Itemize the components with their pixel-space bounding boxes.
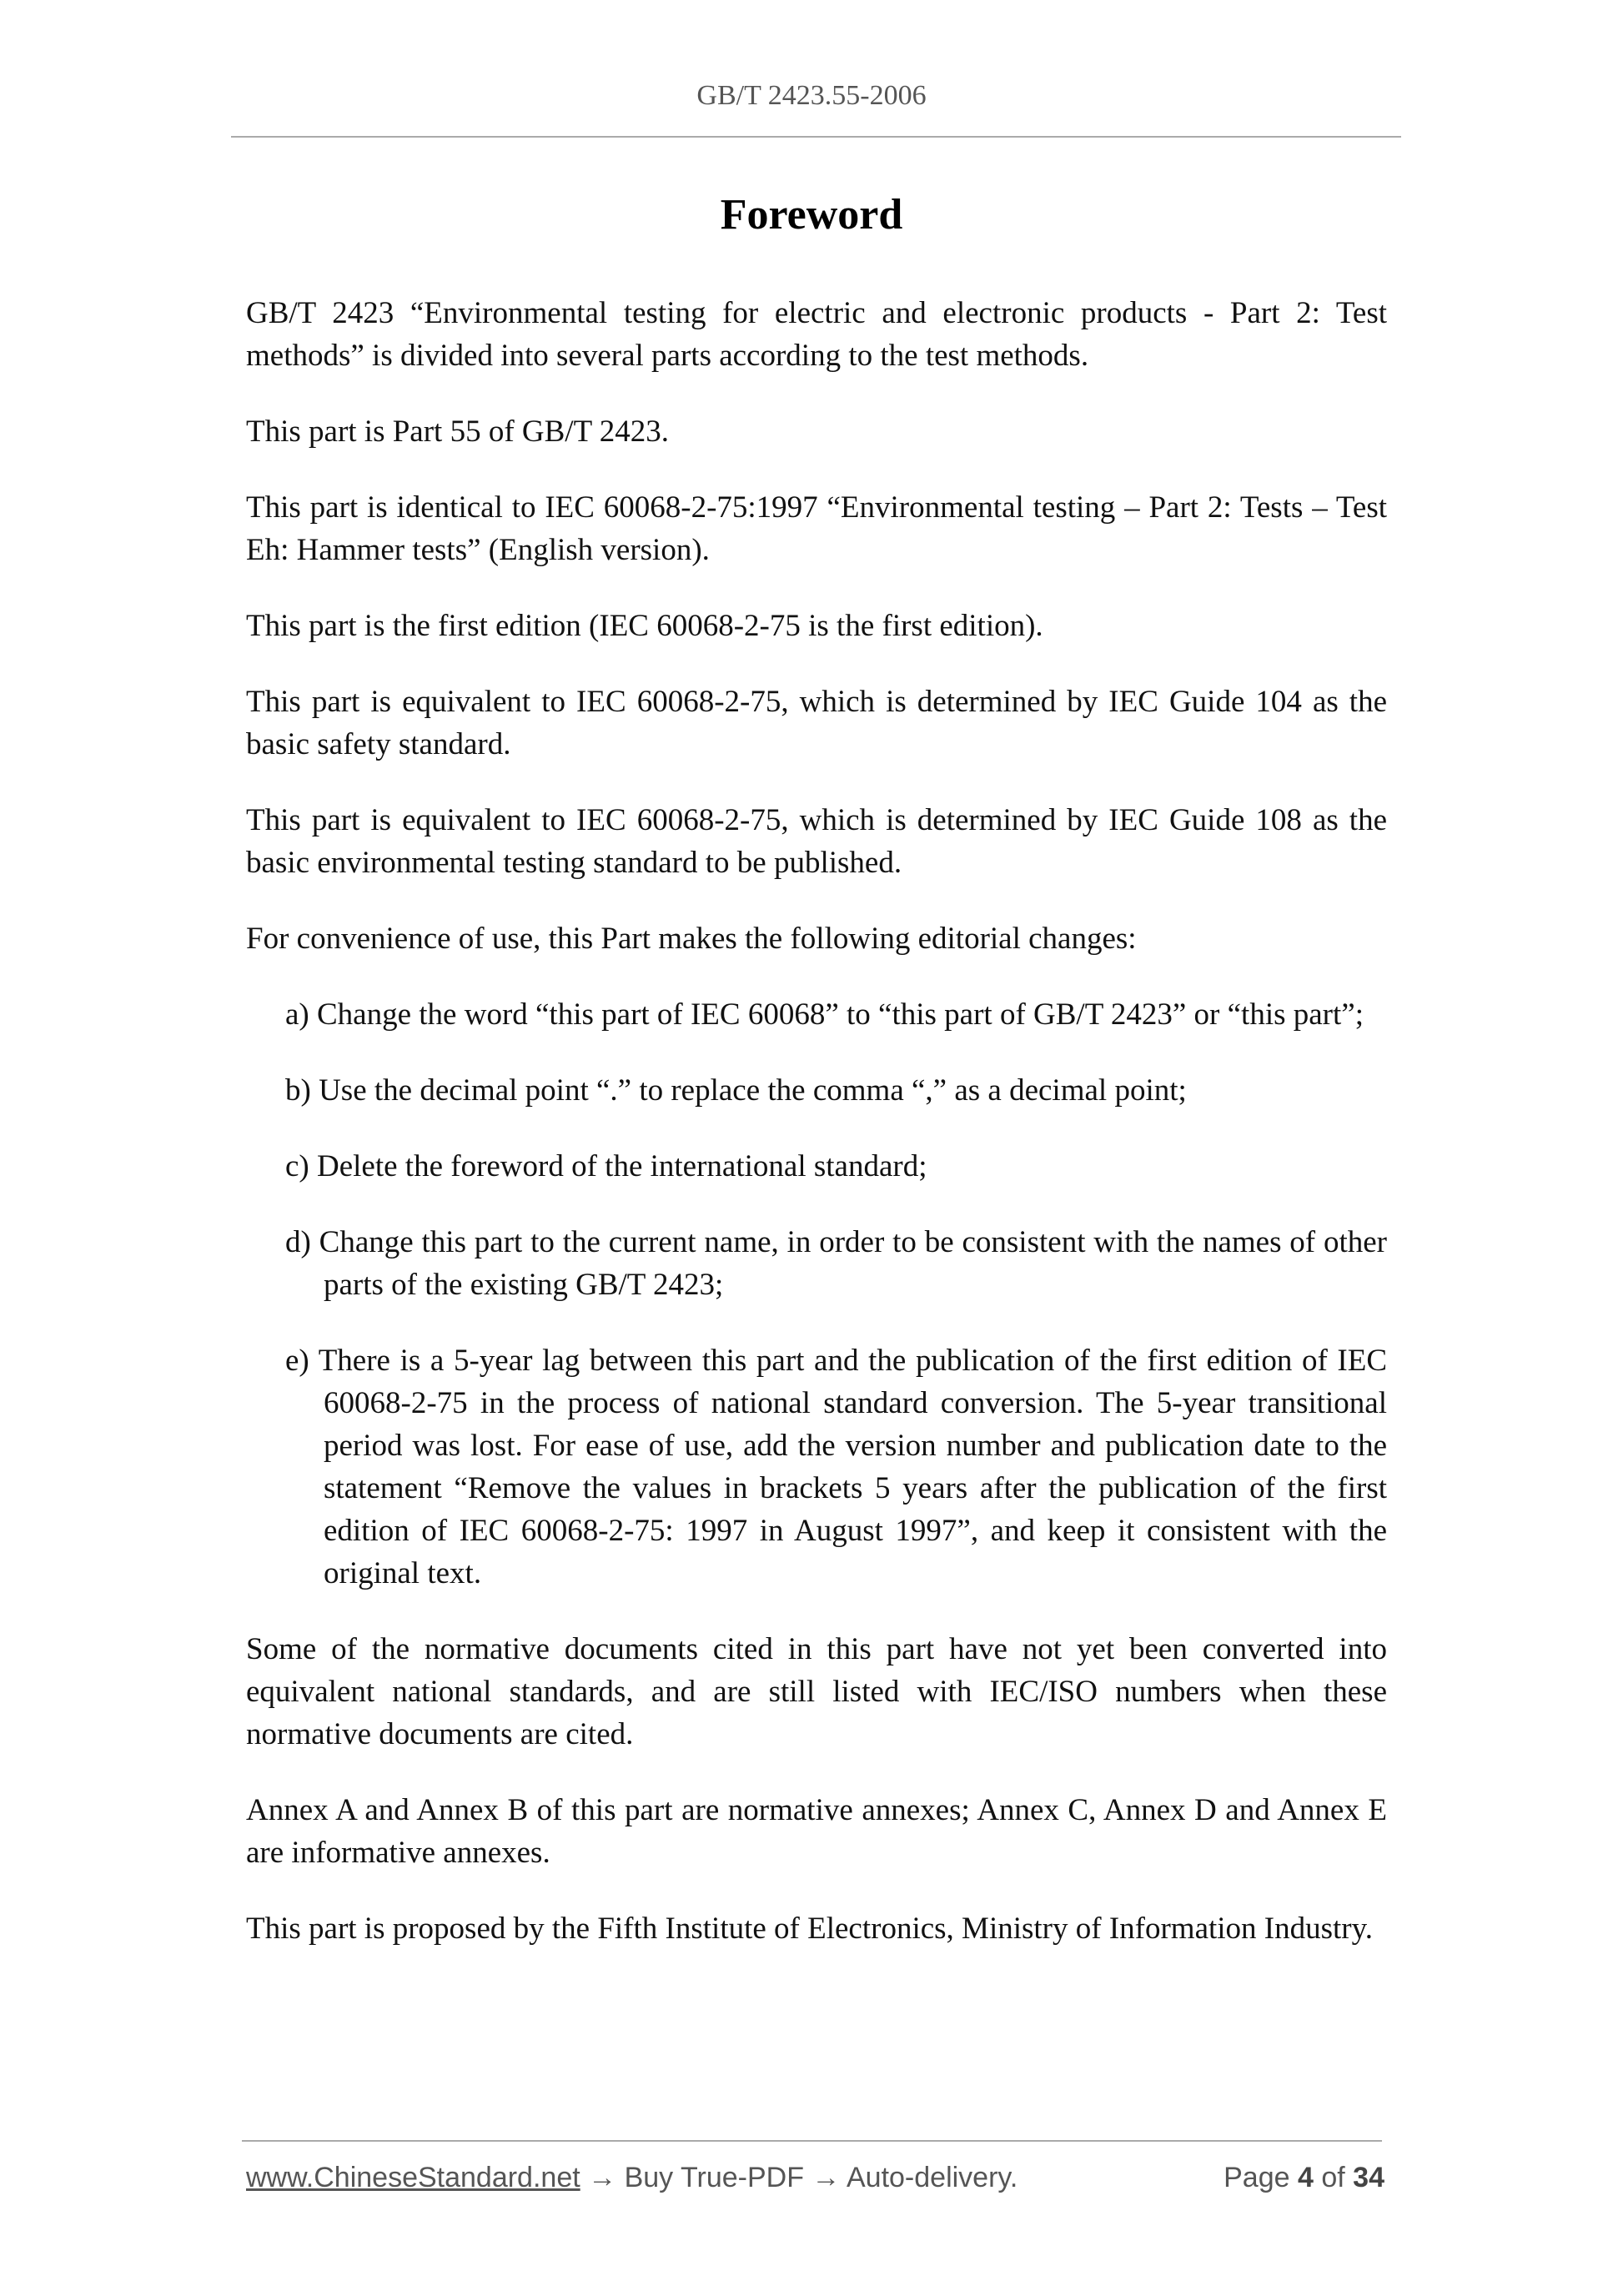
page-number: 4 bbox=[1297, 2162, 1314, 2193]
paragraph: This part is equivalent to IEC 60068-2-75, which is determined by IEC Guide 104 as the basic safety standard. bbox=[246, 685, 1387, 761]
list-item: e) There is a 5-year lag between this part and the publication of the first edition of IEC 60068-2-75 in the process of national standard conversion. The 5-year transitional period was lost. For ease of use, add the version number and publication date to the statement “Remove the values in brackets 5 years after the publication of the first edition of IEC 60068-2-75: 1997 in August 1997”, and keep it consistent with the original text. bbox=[285, 1344, 1387, 1590]
document-body bbox=[246, 292, 1387, 1983]
page-total: 34 bbox=[1353, 2162, 1384, 2193]
footer-tagline: → Buy True-PDF → Auto-delivery. bbox=[580, 2162, 1018, 2193]
list-item: c) Delete the foreword of the international standard; bbox=[285, 1149, 927, 1183]
paragraph: Annex A and Annex B of this part are normative annexes; Annex C, Annex D and Annex E are informative annexes. bbox=[246, 1793, 1387, 1870]
footer-divider bbox=[242, 2140, 1382, 2142]
footer-left bbox=[246, 2162, 1018, 2194]
list-item: a) Change the word “this part of IEC 60068” to “this part of GB/T 2423” or “this part”; bbox=[285, 997, 1364, 1032]
page-label: Page bbox=[1224, 2162, 1290, 2193]
paragraph: This part is equivalent to IEC 60068-2-75, which is determined by IEC Guide 108 as the basic environmental testing standard to be published. bbox=[246, 803, 1387, 880]
running-header: GB/T 2423.55-2006 bbox=[696, 80, 927, 111]
header-divider bbox=[231, 136, 1401, 138]
paragraph: This part is Part 55 of GB/T 2423. bbox=[246, 414, 670, 449]
paragraph: GB/T 2423 “Environmental testing for electric and electronic products - Part 2: Test methods” is divided into several parts according to the test methods. bbox=[246, 296, 1387, 373]
list-item: b) Use the decimal point “.” to replace the comma “,” as a decimal point; bbox=[285, 1073, 1187, 1108]
of-label: of bbox=[1321, 2162, 1345, 2193]
footer bbox=[246, 2162, 1384, 2194]
website-link[interactable]: www.ChineseStandard.net bbox=[246, 2162, 580, 2193]
paragraph: This part is identical to IEC 60068-2-75:1997 “Environmental testing – Part 2: Tests – Test Eh: Hammer tests” (English version). bbox=[246, 490, 1387, 567]
paragraph: This part is proposed by the Fifth Institute of Electronics, Ministry of Information Industry. bbox=[246, 1912, 1373, 1946]
paragraph: This part is the first edition (IEC 60068-2-75 is the first edition). bbox=[246, 609, 1043, 643]
page-indicator bbox=[1224, 2162, 1384, 2194]
paragraph: For convenience of use, this Part makes the following editorial changes: bbox=[246, 922, 1137, 956]
paragraph: Some of the normative documents cited in this part have not yet been converted into equivalent national standards, and are still listed with IEC/ISO numbers when these normative documents are cited. bbox=[246, 1632, 1387, 1751]
list-item: d) Change this part to the current name, in order to be consistent with the names of other parts of the existing GB/T 2423; bbox=[285, 1225, 1387, 1302]
page-title: Foreword bbox=[720, 191, 903, 239]
